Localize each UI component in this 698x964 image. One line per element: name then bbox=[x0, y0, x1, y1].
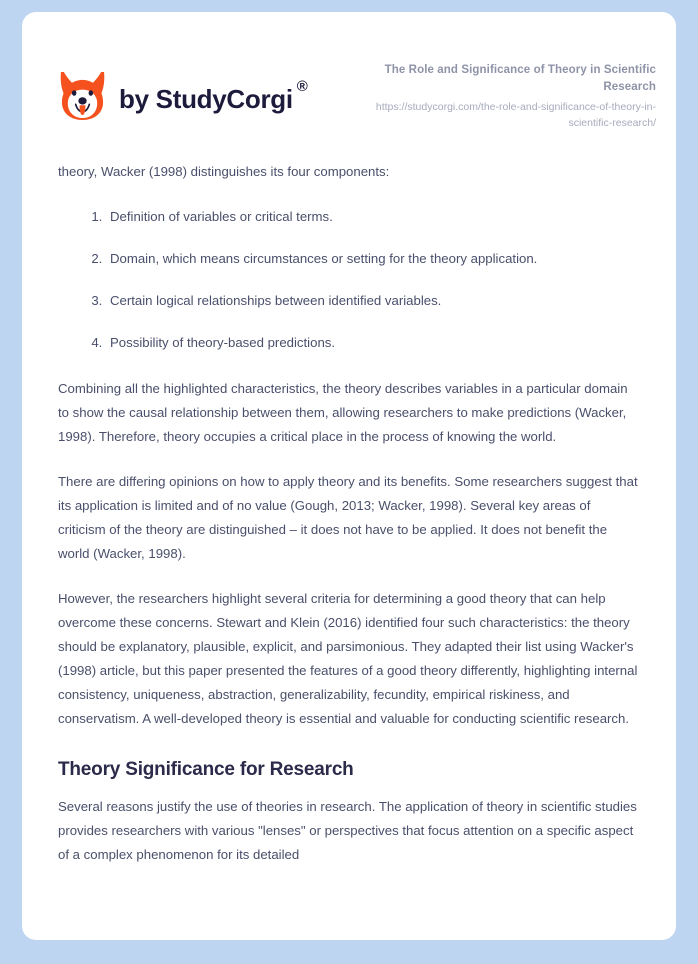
components-list bbox=[58, 205, 640, 355]
paragraph-several-reasons: Several reasons justify the use of theories in research. The application of theory in scientific studies provides researchers with various "lenses" or perspectives that focus attention on a specific aspect of a complex phenomenon for its detailed bbox=[58, 798, 637, 862]
document-title: The Role and Significance of Theory in Scientific Research bbox=[384, 64, 656, 93]
list-item: 4. Possibility of theory-based predictions. bbox=[106, 331, 640, 355]
document-page-card bbox=[22, 12, 676, 940]
brand-logo bbox=[58, 58, 308, 121]
paragraph-differing-opinions: There are differing opinions on how to apply theory and its benefits. Some researchers suggest that its application is limited and of no value (Gough, 2013; Wacker, 1998). Several key areas of criticism of the theory are distinguished – it does not have to be applied. It does not benefit the world (Wacker, 1998). bbox=[58, 473, 638, 561]
paragraph-combining-characteristics: Combining all the highlighted characteristics, the theory describes variables in a particular domain to show the causal relationship between them, allowing researchers to make predictions (Wacker, 1998). Therefore, theory occupies a critical place in the process of knowing the world. bbox=[58, 380, 628, 444]
list-item: 3. Certain logical relationships between identified variables. bbox=[106, 289, 640, 313]
brand-wordmark bbox=[119, 77, 308, 114]
list-item: 1. Definition of variables or critical terms. bbox=[106, 205, 640, 229]
paragraph-good-theory-criteria: However, the researchers highlight several criteria for determining a good theory that can help overcome these concerns. Stewart and Klein (2016) identified four such characteristics: the theory should be explanatory, plausible, explicit, and parsimonious. They adapted their list using Wacker's (1998) article, but this paper presented the features of a good theory differently, highlighting internal consistency, uniqueness, abstraction, generalizability, fecundity, empirical riskiness, and conservatism. A well-developed theory is essential and valuable for conducting scientific research. bbox=[58, 590, 638, 726]
brand-name-text: by StudyCorgi bbox=[119, 83, 293, 114]
list-item: 2. Domain, which means circumstances or setting for the theory application. bbox=[106, 247, 640, 271]
page-header bbox=[22, 12, 676, 132]
document-url[interactable]: https://studycorgi.com/the-role-and-significance-of-theory-in-scientific-research/ bbox=[375, 101, 656, 130]
document-content bbox=[22, 160, 676, 867]
registered-trademark-icon: ® bbox=[296, 77, 308, 95]
document-meta bbox=[356, 58, 656, 132]
corgi-logo-icon bbox=[58, 70, 107, 121]
intro-paragraph: theory, Wacker (1998) distinguishes its four components: bbox=[58, 163, 390, 179]
section-heading-theory-significance: Theory Significance for Research bbox=[58, 758, 354, 780]
